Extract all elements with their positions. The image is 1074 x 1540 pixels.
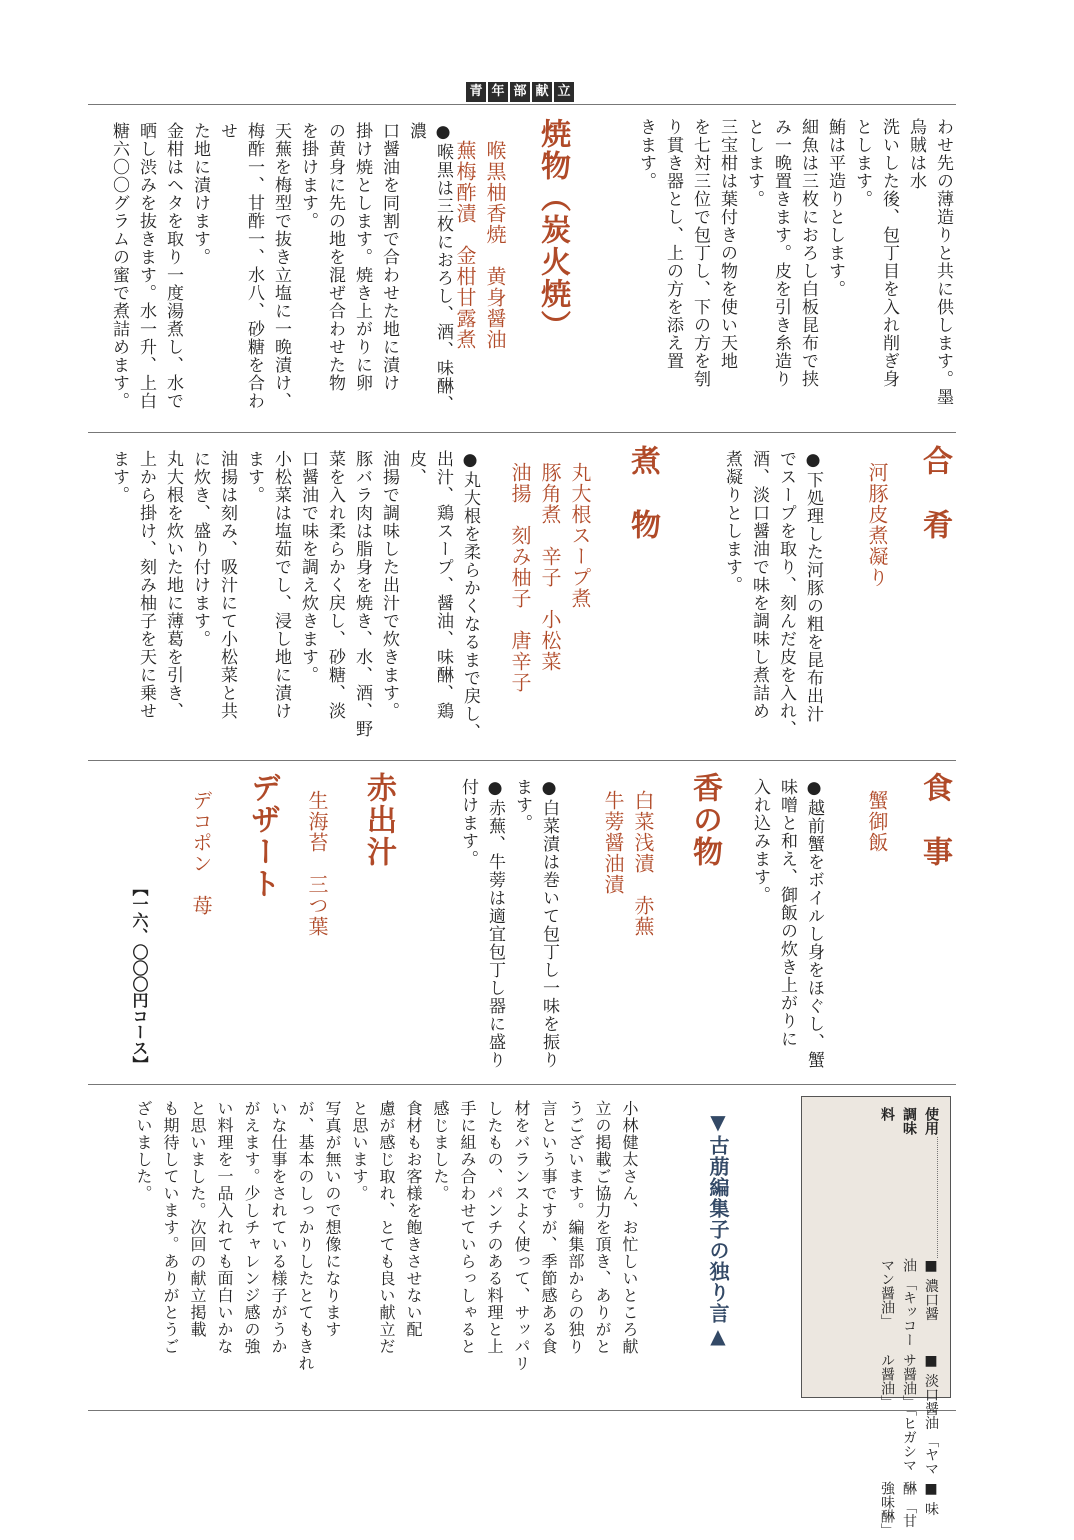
nimono-body: ●丸大根を柔らかくなるまで戻し、 出汁、鶏スープ、醤油、味醂、鶏皮、 油揚で調味した出汁で炊きます。 豚バラ肉は脂身を焼き、水、酒、野 菜を入れ柔らかく戻し、砂糖、淡 口醤油で味を調え炊きます。 小松菜は塩茹でし、浸し地に漬け ます。 油揚は刻み、吸汁にて小松菜と共 に炊き、盛り付けます。 丸大根を炊いた地に薄葛を引き、 上から掛け、刻み柚子を天に乗せ ます。: [109, 450, 480, 741]
aizakana-dishes: 河豚皮煮凝り: [865, 462, 889, 588]
kounomono-dishes: 白菜浅漬 赤蕪 牛蒡醤油漬: [601, 790, 655, 937]
divider: [88, 104, 956, 105]
monologue-body: 小林健太さん、お忙しいところ献 立の掲載ご協力を頂き、ありがと うございます。編集部からの独り 言という事ですが、季節感ある食 材をバランスよく使って、サッパリ したもの、パンチのある料理と上 手に組み合わせていらっしゃると 感じました。 食材もお客様を飽きさせない配 慮が感じ取れ、とても良い献立だ と思います。 写真が無いので想像になります が、基本のしっかりしたとてもきれ いな仕事をされている様子がうか がえます。少しチャレンジ感の強 い料理を一品入れても面白いかな と思いました。次回の献立掲載 も期待しています。ありがとうご ざいました。: [134, 1100, 639, 1372]
header-char: 青: [466, 82, 486, 102]
aizakana-body: ●下処理した河豚の粗を昆布出汁 でスープを取り、刻んだ皮を入れ、 酒、淡口醤油で味を調味し煮詰め 煮凝りとします。: [722, 450, 823, 738]
header-char: 立: [554, 82, 574, 102]
yakimono-title: 焼物（炭火焼）: [535, 118, 570, 342]
akadashi-dishes: 生海苔 三つ葉: [305, 790, 329, 937]
seasoning-item: ■ 淡口醤油 「ヤマサ醤油」「ヒガシマル醤油」: [879, 1353, 939, 1476]
shokuji-body: ●越前蟹をボイルし身をほぐし、蟹 味噌と和え、御飯の炊き上がりに 入れ込みます。: [750, 778, 824, 1069]
kounomono-title: 香の物: [687, 772, 722, 868]
header-char: 献: [532, 82, 552, 102]
shokuji-title: 食 事: [917, 772, 952, 868]
divider: [88, 1084, 956, 1085]
aizakana-title: 合 肴: [917, 445, 952, 541]
seasoning-heading: 使用調味料: [879, 1107, 939, 1135]
nimono-title: 煮 物: [625, 445, 660, 541]
page-header: [466, 82, 574, 102]
header-char: 年: [488, 82, 508, 102]
kounomono-body: ●白菜漬は巻いて包丁し一味を振り ます。 ●赤蕪、牛蒡は適宜包丁し器に盛り 付けます。: [458, 778, 559, 1069]
divider: [88, 432, 956, 433]
seasoning-item: ■ 濃口醤油 「キッコーマン醤油」: [879, 1257, 939, 1347]
seasoning-item: ■ 味醂 「甘強味醂」: [879, 1481, 939, 1538]
akadashi-title: 赤出汁: [361, 772, 396, 868]
nimono-dishes: 丸大根スープ煮 豚角煮 辛子 小松菜 油揚 刻み柚子 唐辛子: [508, 462, 592, 693]
seasoning-list: [876, 1107, 942, 1540]
divider: [88, 1410, 956, 1411]
shokuji-dishes: 蟹御飯: [865, 790, 889, 853]
seasoning-separator: [880, 1137, 938, 1258]
dessert-dishes: デコポン 苺: [189, 790, 213, 916]
course-price: 【一六、〇〇〇円コース】: [130, 880, 149, 1072]
seasoning-box: [801, 1096, 951, 1538]
yakimono-dishes: 喉黒柚香焼 黄身醤油 蕪梅酢漬 金柑甘露煮: [453, 140, 507, 350]
monologue-title: ▼古萠編集子の独り言▲: [706, 1110, 730, 1349]
yakimono-body: ●喉黒は三枚におろし、酒、味醂、濃 口醤油を同割で合わせた地に漬け 掛け焼とします。焼き上がりに卵 の黄身に先の地を混ぜ合わせた物 を掛けます。 天蕪を梅型で抜き立塩に一晩漬け、 梅酢一、甘酢一、水八、砂糖を合わせ た地に漬けます。 金柑はヘタを取り一度湯煮し、水で 晒し渋みを抜きます。水一升、上白 糖六〇〇グラムの蜜で煮詰めます。: [109, 122, 453, 413]
dessert-title: デザート: [245, 772, 280, 900]
continued-text: わせ先の薄造りと共に供します。墨烏賊は水 洗いした後、包丁目を入れ削ぎ身 とします。 鮪は平造りとします。 細魚は三枚におろし白板昆布で挟 み一晩置きます。皮を引き糸造り とします。 三宝柑は葉付きの物を使い天地 を七対三位で包丁し、下の方を刳 り貫き器とし、上の方を添え置 きます。: [636, 118, 953, 406]
header-char: 部: [510, 82, 530, 102]
divider: [88, 760, 956, 761]
